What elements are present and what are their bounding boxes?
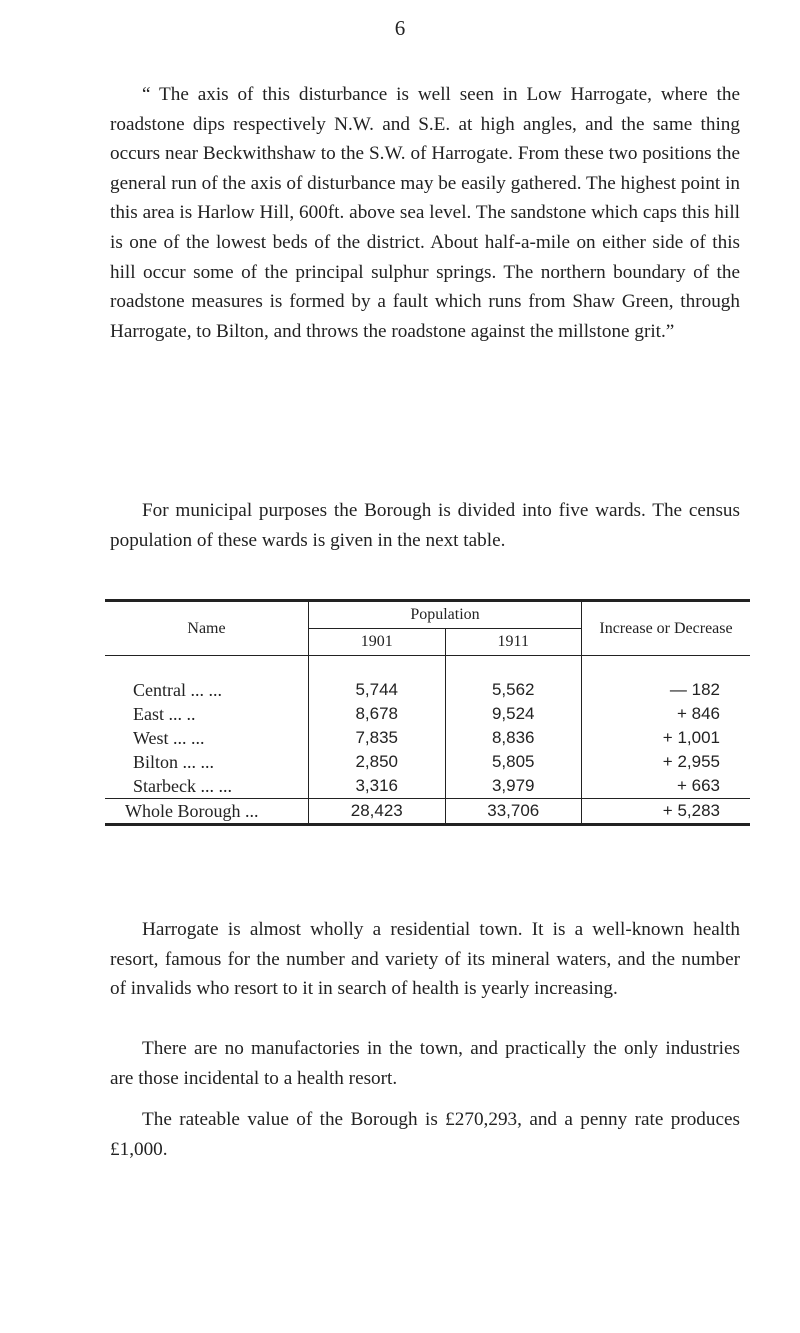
population-1911: 9,524 xyxy=(445,702,582,726)
population-1901: 5,744 xyxy=(309,678,446,702)
table-row xyxy=(105,750,750,774)
dot-leader: ... ... xyxy=(190,680,222,700)
total-label: Whole Borough xyxy=(125,801,241,821)
page-number: 6 xyxy=(394,16,406,40)
dot-leader: ... ... xyxy=(173,728,205,748)
population-change: + 1,001 xyxy=(582,726,751,750)
table-row-total xyxy=(105,799,750,825)
population-change: + 2,955 xyxy=(582,750,751,774)
population-change: — 182 xyxy=(582,678,751,702)
population-1901: 7,835 xyxy=(309,726,446,750)
paragraph-industries: There are no manufactories in the town, and practically the only industries are those incidental to a health resort. xyxy=(110,1038,740,1089)
population-1901: 2,850 xyxy=(309,750,446,774)
dot-leader: ... xyxy=(244,801,259,821)
total-change: + 5,283 xyxy=(582,799,751,825)
total-1911: 33,706 xyxy=(445,799,582,825)
header-increase-decrease: Increase or Decrease xyxy=(582,601,751,656)
paragraph-residential-town: Harrogate is almost wholly a residential town. It is a well-known health resort, famous for the number and variety of its mineral waters, and the number of invalids who resort to it in search of health is yearly increasing. xyxy=(110,919,740,1000)
population-1911: 8,836 xyxy=(445,726,582,750)
population-1911: 5,562 xyxy=(445,678,582,702)
census-population-table xyxy=(105,599,750,826)
population-1901: 3,316 xyxy=(309,774,446,799)
header-population: Population xyxy=(309,601,582,629)
dot-leader: ... ... xyxy=(200,776,232,796)
dot-leader: ... .. xyxy=(168,704,196,724)
table-row xyxy=(105,678,750,702)
ward-name: West xyxy=(133,728,169,748)
ward-name: Starbeck xyxy=(133,776,196,796)
header-1901: 1901 xyxy=(309,629,446,656)
ward-name: East xyxy=(133,704,164,724)
ward-name: Central xyxy=(133,680,186,700)
header-1911: 1911 xyxy=(445,629,582,656)
paragraph-wards-intro: For municipal purposes the Borough is divided into five wards. The census population of these wards is given in the next table. xyxy=(110,500,740,551)
paragraph-rateable-value: The rateable value of the Borough is £270,293, and a penny rate produces £1,000. xyxy=(110,1109,740,1160)
header-name: Name xyxy=(105,601,309,656)
total-1901: 28,423 xyxy=(309,799,446,825)
population-1911: 5,805 xyxy=(445,750,582,774)
table-row xyxy=(105,702,750,726)
population-1911: 3,979 xyxy=(445,774,582,799)
ward-name: Bilton xyxy=(133,752,179,772)
population-change: + 846 xyxy=(582,702,751,726)
table-row xyxy=(105,726,750,750)
dot-leader: ... ... xyxy=(182,752,215,772)
table-row xyxy=(105,774,750,799)
paragraph-geology-quote: “ The axis of this disturbance is well seen in Low Harrogate, where the roadstone dips respectively N.W. and S.E. at high angles, and the same thing occurs near Beckwithshaw to the S.W. of Harrogate. From these two positions the general run of the axis of disturbance may be easily gathered. The highest point in this area is Harlow Hill, 600ft. above sea level. The sandstone which caps this hill is one of the lowest beds of the district. About half-a-mile on either side of this hill occur some of the principal sulphur springs. The northern boundary of the roadstone measures is formed by a fault which runs from Shaw Green, through Harrogate, to Bilton, and throws the roadstone against the millstone grit.” xyxy=(110,84,740,342)
population-1901: 8,678 xyxy=(309,702,446,726)
population-change: + 663 xyxy=(582,774,751,799)
